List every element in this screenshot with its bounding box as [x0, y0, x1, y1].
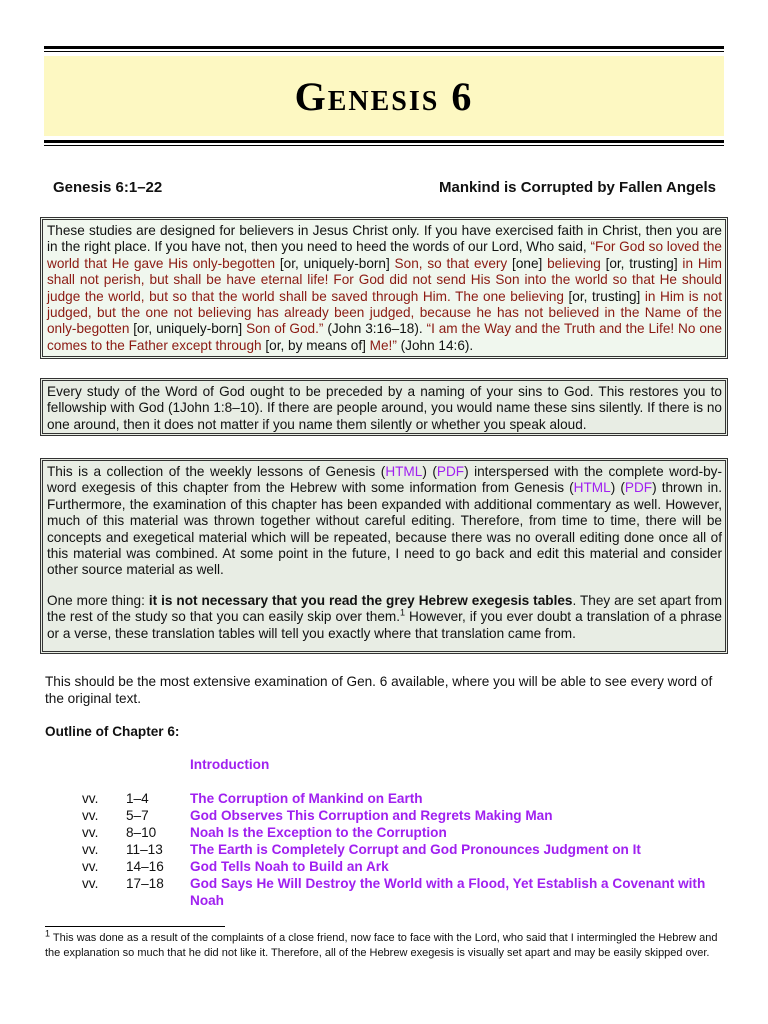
section-link[interactable]: The Earth is Completely Corrupt and God Pronounces Judgment on It — [190, 842, 641, 857]
quote-part: believing — [542, 255, 606, 271]
bracket-note: [one] — [512, 255, 543, 271]
bracket-note: [or, uniquely-born] — [279, 255, 390, 271]
text-run: However, if you ever doubt a translation of a phrase or a verse, these translation tables will tell you exactly where that translation came from. — [47, 609, 722, 641]
outline-introduction-link[interactable]: Introduction — [190, 757, 270, 772]
chapter-subheader — [53, 179, 716, 196]
text-run: ) ( — [422, 464, 437, 479]
confession-box — [40, 378, 728, 436]
verse-range: 5–7 — [126, 808, 149, 823]
title-bottom-rule — [44, 140, 724, 143]
title-banner — [44, 46, 724, 146]
outline-list — [82, 790, 732, 909]
title-top-rule-thin — [44, 51, 724, 52]
quote-part: “For God so loved the world that He gave His only-begotten — [47, 239, 722, 271]
verse-range: 14–16 — [126, 859, 164, 874]
section-link[interactable]: God Says He Will Destroy the World with a Flood, Yet Establish a Covenant with Noah — [190, 876, 706, 908]
title-top-rule — [44, 46, 724, 49]
collection-paragraph — [47, 464, 722, 579]
outline-row — [82, 875, 732, 909]
genesis-exegesis-pdf-link[interactable]: PDF — [624, 480, 653, 496]
section-link[interactable]: The Corruption of Mankind on Earth — [190, 791, 423, 806]
confession-text: Every study of the Word of God ought to be preceded by a naming of your sins to God. This restores you to fellowship with God (1John 1:8–10). If there are people around, you would name these sins silently. If there is no one around, then it does not matter if you name them silently or whether you speak aloud. — [47, 384, 722, 432]
quote-part: in Him is not judged, but the one not believing has already been judged, because he has not believed in the Name of the only-begotten — [47, 288, 723, 337]
bracket-note: [or, trusting] — [605, 255, 678, 271]
verse-range: 8–10 — [126, 825, 157, 840]
quote-part: Me!” — [365, 337, 397, 353]
chapter-reference: Genesis 6:1–22 — [53, 179, 163, 196]
intro-paragraph: This should be the most extensive examination of Gen. 6 available, where you will be able to see every word of the original text. — [45, 674, 713, 706]
footnote-divider — [45, 926, 225, 927]
bracket-note: [or, uniquely-born] — [133, 321, 243, 337]
verse-range: 11–13 — [126, 842, 163, 857]
genesis-pdf-link[interactable]: PDF — [436, 464, 465, 479]
section-link[interactable]: God Tells Noah to Build an Ark — [190, 859, 389, 874]
scripture-reference: (John 3:16–18). — [323, 321, 427, 337]
quote-part: Son, so that every — [389, 255, 513, 271]
outline-row — [82, 824, 732, 841]
verses-label: vv. — [82, 825, 99, 840]
genesis-html-link[interactable]: HTML — [385, 464, 423, 479]
verses-label: vv. — [82, 842, 99, 857]
genesis-exegesis-html-link[interactable]: HTML — [573, 480, 611, 496]
emphasis-text: it is not necessary that you read the grey Hebrew exegesis tables — [148, 592, 573, 608]
bracket-note: [or, trusting] — [568, 288, 641, 304]
section-link[interactable]: God Observes This Corruption and Regrets Making Man — [190, 808, 553, 823]
verse-range: 1–4 — [126, 791, 149, 806]
text-run: . They are set apart from the rest of the study so that you can easily skip over them. — [47, 592, 723, 625]
text-run: ) ( — [610, 480, 625, 496]
text-run: This is a collection of the weekly lessons of Genesis ( — [47, 464, 386, 479]
outline-row — [82, 790, 732, 807]
collection-note-box — [40, 458, 728, 654]
verses-label: vv. — [82, 876, 99, 891]
section-link[interactable]: Noah Is the Exception to the Corruption — [190, 825, 447, 840]
footnote-text: This was done as a result of the complaints of a close friend, now face to face with the Lord, who said that I intermingled the Hebrew and the explanation so much that he did not like it. Therefore, all of the Hebrew exegesis is visually set apart and may be easily skipped over. — [45, 932, 718, 959]
outline-row — [82, 858, 732, 875]
footnote-number: 1 — [45, 928, 51, 939]
outline-heading: Outline of Chapter 6: — [45, 724, 180, 739]
outline-row — [82, 807, 732, 824]
verses-label: vv. — [82, 791, 99, 806]
footnote-marker[interactable]: 1 — [400, 607, 406, 618]
title-bottom-rule-thin — [44, 145, 724, 146]
footnote — [45, 928, 725, 961]
text-run: ) interspersed with the complete word-by-word exegesis of this chapter from the Hebrew with some information from Genesis ( — [47, 464, 722, 496]
chapter-heading: Mankind is Corrupted by Fallen Angels — [439, 179, 716, 196]
page-title: Genesis 6 — [294, 73, 474, 119]
outline-row — [82, 841, 732, 858]
verses-label: vv. — [82, 808, 99, 823]
believers-notice-box — [40, 217, 728, 359]
text-run: One more thing: — [47, 592, 149, 608]
quote-part: Son of God.” — [242, 321, 324, 337]
scripture-reference: (John 14:6). — [396, 337, 474, 353]
verse-range: 17–18 — [126, 876, 164, 891]
quote-part: in Him shall not perish, but shall be have eternal life! For God did not send His Son into the world so that He should judge the world, but so that the world shall be saved through Him. The one believing — [47, 255, 722, 304]
verses-label: vv. — [82, 859, 99, 874]
bracket-note: [or, by means of] — [265, 337, 366, 353]
quote-part: “I am the Way and the Truth and the Life! No one comes to the Father except through — [47, 321, 723, 353]
text-run: ) thrown in. Furthermore, the examination of this chapter has been expanded with additional commentary as well. However, much of this material was thrown together without careful editing. Therefore, from time to time, there will be concepts and exegetical material which will be repeated, because there was no overall editing done once all of this material was combined. At some point in the future, I need to go back and edit this material and consider other source material as well. — [47, 480, 722, 578]
grey-tables-paragraph — [47, 593, 722, 642]
notice-text: These studies are designed for believers in Jesus Christ only. If you have exercised faith in Christ, then you are in the right place. If you have not, then you need to heed the words of our Lord, Who said, — [47, 223, 722, 255]
title-box — [44, 56, 724, 136]
